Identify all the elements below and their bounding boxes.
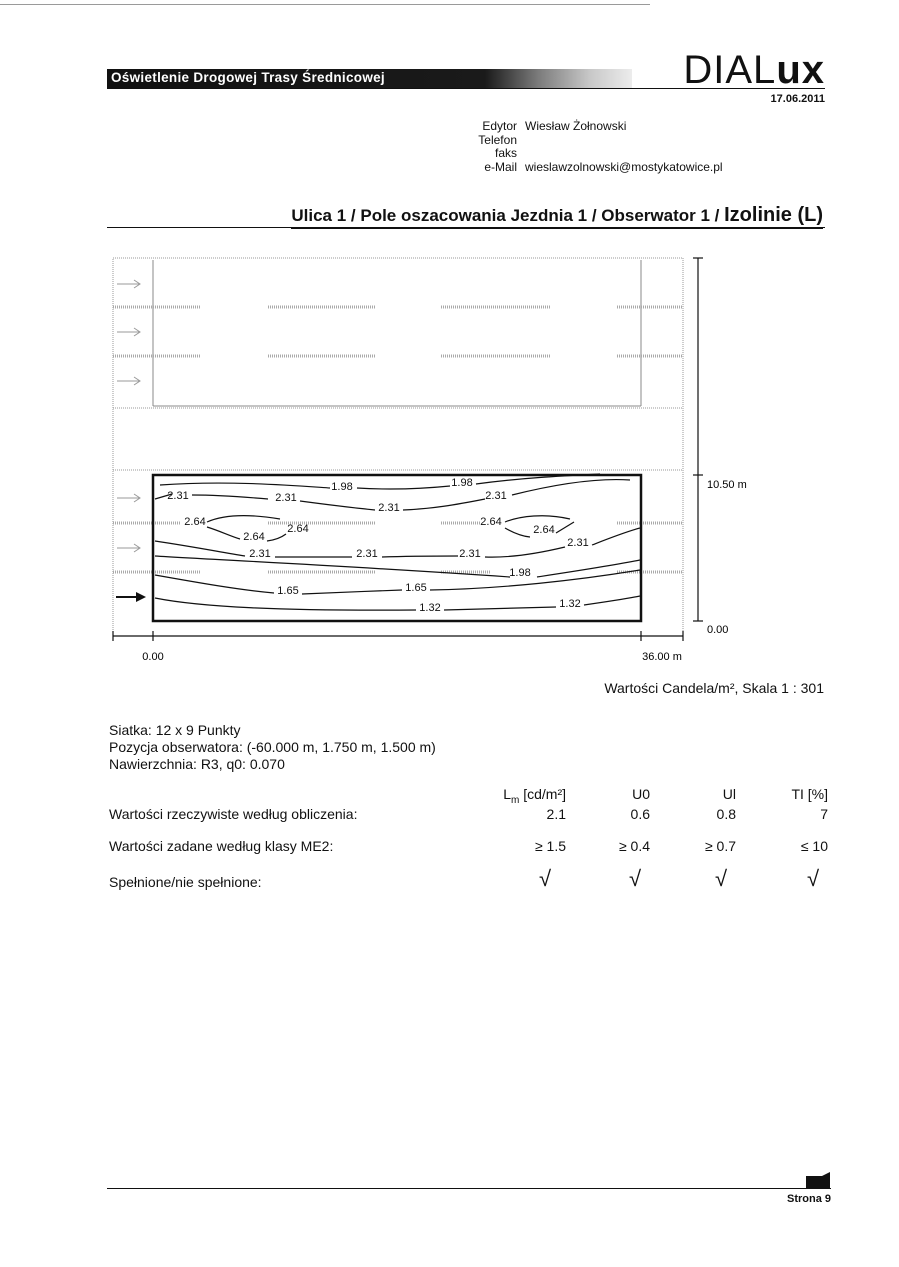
project-title: Oświetlenie Drogowej Trasy Średnicowej xyxy=(111,70,385,85)
contour-label: 2.31 xyxy=(275,492,297,504)
grid-info: Siatka: 12 x 9 Punkty xyxy=(109,722,241,738)
contour-label: 1.32 xyxy=(559,598,581,610)
surface-info: Nawierzchnia: R3, q0: 0.070 xyxy=(109,756,285,772)
header-ti: TI [%] xyxy=(791,786,828,802)
contour-label: 2.64 xyxy=(184,516,206,528)
observer-arrow xyxy=(116,592,146,602)
contact-phone: Telefon xyxy=(478,132,517,147)
x-axis-end: 36.00 m xyxy=(642,651,682,663)
dialux-logo: DIALux xyxy=(683,48,825,92)
contour-label: 1.32 xyxy=(419,602,441,614)
x-axis xyxy=(113,631,683,641)
contour-label: 2.31 xyxy=(167,490,189,502)
contact-email: e-Mail wieslawzolnowski@mostykatowice.pl xyxy=(484,159,723,174)
check-u0: √ xyxy=(629,866,642,891)
scale-note: Wartości Candela/m², Skala 1 : 301 xyxy=(604,680,824,696)
contour-label: 2.31 xyxy=(378,502,400,514)
contour-label: 2.31 xyxy=(567,537,589,549)
y-axis-bottom: 0.00 xyxy=(707,624,729,636)
header-u0: U0 xyxy=(632,786,650,802)
lane-markings xyxy=(113,307,683,572)
page-number: Strona 9 xyxy=(786,1193,831,1205)
y-axis-top: 10.50 m xyxy=(707,479,747,491)
contact-editor: Edytor Wiesław Żołnowski xyxy=(482,119,627,133)
check-lm: √ xyxy=(539,866,552,891)
contour-label: 2.31 xyxy=(485,490,507,502)
contour-label: 2.64 xyxy=(533,524,555,536)
contour-label: 1.65 xyxy=(405,582,427,594)
contour-label: 2.31 xyxy=(459,548,481,560)
contour-label: 1.98 xyxy=(509,567,531,579)
road-outline xyxy=(113,258,683,636)
contour-label: 1.65 xyxy=(277,585,299,597)
contour-label: 2.64 xyxy=(480,516,502,528)
header-ul: Ul xyxy=(722,786,736,802)
direction-arrows xyxy=(117,280,140,552)
contour-label: 1.98 xyxy=(331,481,353,493)
x-axis-start: 0.00 xyxy=(142,651,164,663)
page-title: Ulica 1 / Pole oszacowania Jezdnia 1 / Obserwator 1 / Izolinie (L) xyxy=(291,204,823,229)
page-corner-icon xyxy=(806,1172,830,1188)
check-ul: √ xyxy=(715,866,728,891)
observer-position: Pozycja obserwatora: (-60.000 m, 1.750 m, 1.500 m) xyxy=(109,739,436,755)
y-axis xyxy=(693,258,703,621)
contour-labels xyxy=(167,477,588,614)
contour-label: 2.31 xyxy=(249,548,271,560)
check-ti: √ xyxy=(807,866,820,891)
report-date: 17.06.2011 xyxy=(770,93,825,105)
contour-label: 2.64 xyxy=(287,523,309,535)
footer-rule xyxy=(107,1188,831,1189)
contour-label: 2.64 xyxy=(243,531,265,543)
header-lm: $L_m$ [cd/m²] xyxy=(503,786,566,806)
contact-fax: faks xyxy=(494,146,517,160)
contour-label: 2.31 xyxy=(356,548,378,560)
calculation-info xyxy=(109,722,436,773)
contour-label: 1.98 xyxy=(451,477,473,489)
